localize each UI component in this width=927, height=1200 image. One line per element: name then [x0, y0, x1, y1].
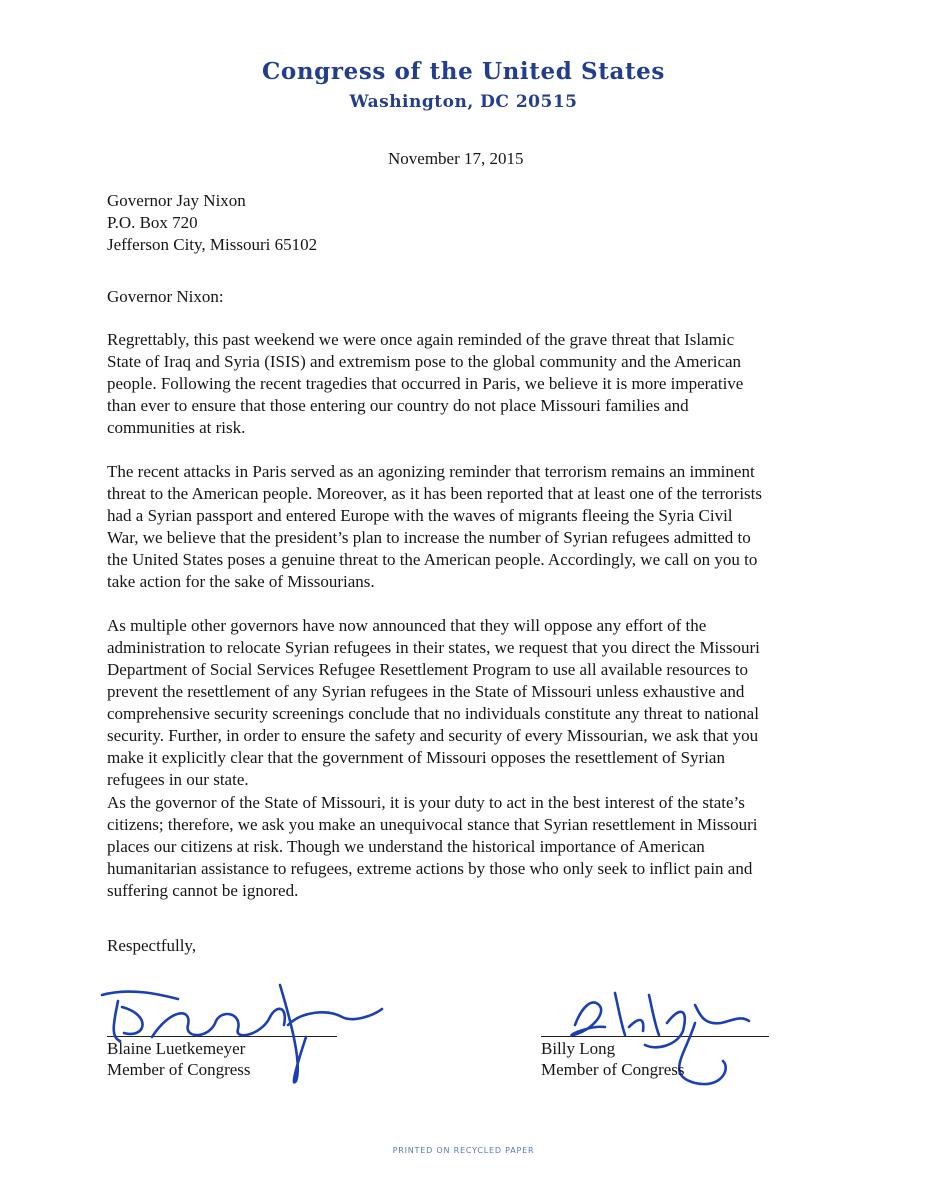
paragraph-line: take action for the sake of Missourians. [107, 572, 375, 591]
recipient-address [107, 190, 317, 256]
paragraph-4 [107, 792, 847, 902]
paragraph-line: threat to the American people. Moreover, as it has been reported that at least one of the terrorists [107, 484, 762, 503]
recipient-name: Governor Jay Nixon [107, 191, 246, 210]
paragraph-line: War, we believe that the president’s plan to increase the number of Syrian refugees admitted to [107, 528, 751, 547]
letterhead [0, 58, 927, 114]
letterhead-subtitle: Washington, DC 20515 [349, 92, 578, 112]
paragraph-line: people. Following the recent tragedies that occurred in Paris, we believe it is more imperative [107, 374, 744, 393]
paragraph-line: the United States poses a genuine threat to the American people. Accordingly, we call on you to [107, 550, 758, 569]
signer-1-title: Member of Congress [107, 1060, 251, 1079]
letterhead-title: Congress of the United States [262, 58, 665, 85]
paragraph-3 [107, 615, 847, 791]
signer-2-name: Billy Long [541, 1039, 616, 1058]
signer-1-name: Blaine Luetkemeyer [107, 1039, 246, 1058]
paragraph-line: refugees in our state. [107, 770, 249, 789]
signer-2-title: Member of Congress [541, 1060, 685, 1079]
letter-date: November 17, 2015 [388, 149, 524, 168]
signer-1 [107, 1038, 251, 1080]
paragraph-line: Regrettably, this past weekend we were once again reminded of the grave threat that Islamic [107, 330, 735, 349]
paragraph-line: communities at risk. [107, 418, 246, 437]
signer-2 [541, 1038, 685, 1080]
paragraph-line: make it explicitly clear that the government of Missouri opposes the resettlement of Syrian [107, 748, 725, 767]
paragraph-line: As the governor of the State of Missouri, it is your duty to act in the best interest of the state’s [107, 793, 745, 812]
paragraph-line: As multiple other governors have now announced that they will oppose any effort of the [107, 616, 707, 635]
salutation: Governor Nixon: [107, 287, 224, 306]
paragraph-1 [107, 329, 847, 439]
paragraph-line: citizens; therefore, we ask you make an unequivocal stance that Syrian resettlement in Missouri [107, 815, 758, 834]
paragraph-line: security. Further, in order to ensure the safety and security of every Missourian, we ask that you [107, 726, 759, 745]
paragraph-line: prevent the resettlement of any Syrian refugees in the State of Missouri unless exhaustive and [107, 682, 745, 701]
recipient-address-line2: Jefferson City, Missouri 65102 [107, 235, 318, 254]
paragraph-line: places our citizens at risk. Though we understand the historical importance of American [107, 837, 705, 856]
paragraph-line: comprehensive security screenings conclude that no individuals constitute any threat to national [107, 704, 759, 723]
closing: Respectfully, [107, 936, 197, 955]
paragraph-line: than ever to ensure that those entering our country do not place Missouri families and [107, 396, 689, 415]
recipient-address-line1: P.O. Box 720 [107, 213, 198, 232]
paragraph-line: administration to relocate Syrian refugees in their states, we request that you direct the Missouri [107, 638, 760, 657]
paragraph-line: State of Iraq and Syria (ISIS) and extremism pose to the global community and the American [107, 352, 742, 371]
paragraph-line: had a Syrian passport and entered Europe with the waves of migrants fleeing the Syria Civil [107, 506, 733, 525]
paragraph-2 [107, 461, 847, 593]
paragraph-line: suffering cannot be ignored. [107, 881, 299, 900]
paragraph-line: The recent attacks in Paris served as an agonizing reminder that terrorism remains an imminent [107, 462, 755, 481]
paragraph-line: humanitarian assistance to refugees, extreme actions by those who only seek to inflict pain and [107, 859, 753, 878]
recycled-paper-footer: PRINTED ON RECYCLED PAPER [392, 1146, 535, 1155]
paragraph-line: Department of Social Services Refugee Resettlement Program to use all available resources to [107, 660, 749, 679]
